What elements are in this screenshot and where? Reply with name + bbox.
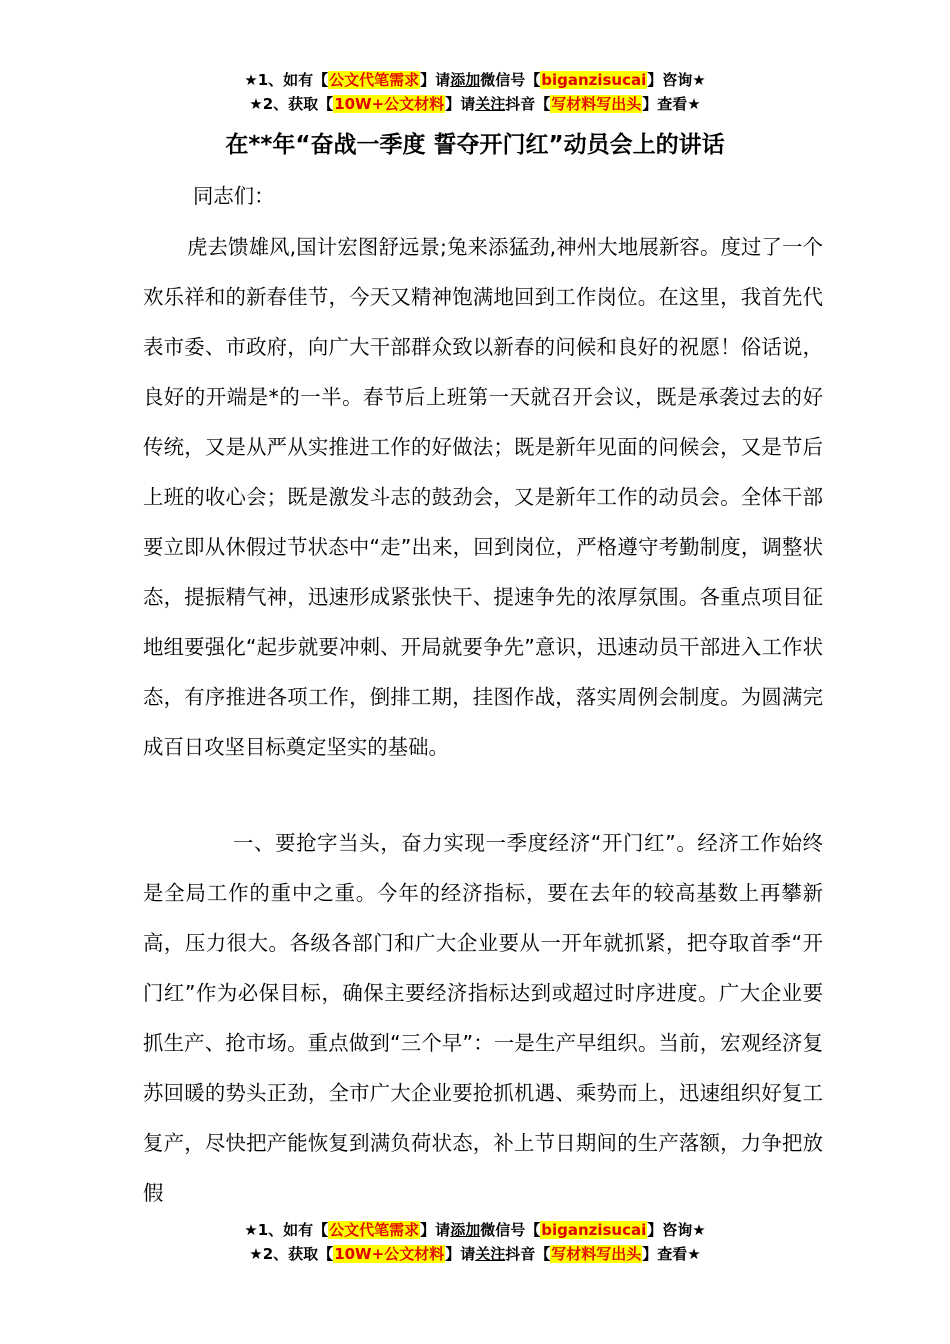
banner-text: ★2、获取【: [249, 95, 334, 113]
header-banner: [0, 68, 950, 116]
document-title: 在**年“奋战一季度 誓夺开门红”动员会上的讲话: [225, 132, 725, 158]
banner-text: 】咨询★: [647, 1221, 706, 1239]
banner-underline: 关注: [475, 1245, 506, 1263]
banner-text: ★2、获取【: [249, 1245, 334, 1263]
banner-text: 】请: [445, 1245, 476, 1263]
banner-text: 抖音【: [505, 95, 551, 113]
banner-text: 】请: [420, 71, 451, 89]
banner-line-2: [0, 92, 950, 116]
banner-highlight: 10W+公文材料: [334, 95, 445, 113]
banner-highlight: 写材料写出头: [551, 95, 642, 113]
greeting: 同志们：: [193, 184, 275, 208]
banner-text: 微信号【: [480, 71, 541, 89]
banner-highlight: 公文代笔需求: [329, 71, 420, 89]
paragraph-1: 虎去馈雄风,国计宏图舒远景;兔来添猛劲,神州大地展新容。度过了一个欢乐祥和的新春佳节，今天又精神饱满地回到工作岗位。在这里，我首先代表市委、市政府，向广大干部群众致以新春的问候和良好的祝愿！俗话说，良好的开端是*的一半。春节后上班第一天就召开会议，既是承袭过去的好传统，又是从严从实推进工作的好做法；既是新年见面的问候会，又是节后上班的收心会；既是激发斗志的鼓劲会，又是新年工作的动员会。全体干部要立即从休假过节状态中“走”出来，回到岗位，严格遵守考勤制度，调整状态，提振精气神，迅速形成紧张快干、提速争先的浓厚氛围。各重点项目征地组要强化“起步就要冲刺、开局就要争先”意识，迅速动员干部进入工作状态，有序推进各项工作，倒排工期，挂图作战，落实周例会制度。为圆满完成百日攻坚目标奠定坚实的基础。: [143, 235, 823, 759]
banner-underline: 添加: [450, 1221, 481, 1239]
banner-highlight: biganzisucai: [541, 1221, 647, 1239]
banner-text: 抖音【: [505, 1245, 551, 1263]
banner-text: 】请: [445, 95, 476, 113]
banner-text: ★1、如有【: [244, 1221, 329, 1239]
banner-highlight: 公文代笔需求: [329, 1221, 420, 1239]
banner-highlight: 10W+公文材料: [334, 1245, 445, 1263]
footer-banner: [0, 1218, 950, 1266]
banner-line-2: [0, 1242, 950, 1266]
banner-highlight: biganzisucai: [541, 71, 647, 89]
banner-text: 】查看★: [642, 1245, 701, 1263]
banner-text: 】咨询★: [647, 71, 706, 89]
banner-underline: 关注: [475, 95, 506, 113]
banner-text: 微信号【: [480, 1221, 541, 1239]
banner-text: 】查看★: [642, 95, 701, 113]
banner-text: 】请: [420, 1221, 451, 1239]
banner-text: ★1、如有【: [244, 71, 329, 89]
banner-line-1: [0, 68, 950, 92]
banner-line-1: [0, 1218, 950, 1242]
banner-highlight: 写材料写出头: [551, 1245, 642, 1263]
banner-underline: 添加: [450, 71, 481, 89]
paragraph-2: 一、要抢字当头，奋力实现一季度经济“开门红”。经济工作始终是全局工作的重中之重。今年的经济指标，要在去年的较高基数上再攀新高，压力很大。各级各部门和广大企业要从一开年就抓紧，把夺取首季“开门红”作为必保目标，确保主要经济指标达到或超过时序进度。广大企业要抓生产、抢市场。重点做到“三个早”：一是生产早组织。当前，宏观经济复苏回暖的势头正劲，全市广大企业要抢抓机遇、乘势而上，迅速组织好复工复产，尽快把产能恢复到满负荷状态，补上节日期间的生产落额，力争把放假: [143, 831, 823, 1205]
